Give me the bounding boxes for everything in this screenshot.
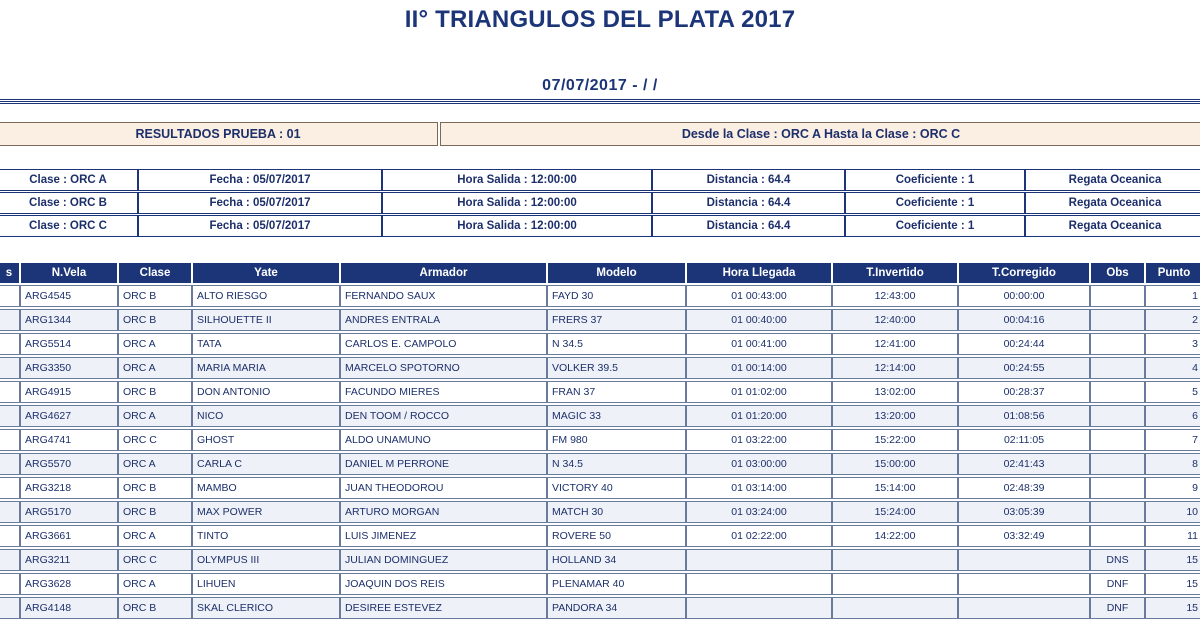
- col-s-cell: [0, 357, 20, 379]
- col-obs-cell: [1090, 333, 1145, 355]
- col-modelo-cell: VICTORY 40: [547, 477, 686, 499]
- col-puntos-cell: 4: [1145, 357, 1200, 379]
- class-info-tipo: Regata Oceanica: [1025, 169, 1200, 191]
- col-n-vela-header: N.Vela: [20, 262, 118, 284]
- col-clase-cell: ORC B: [118, 309, 192, 331]
- col-yate-cell: MAMBO: [192, 477, 340, 499]
- col-yate-cell: CARLA C: [192, 453, 340, 475]
- col-s-cell: [0, 573, 20, 595]
- col-n-vela-cell: ARG1344: [20, 309, 118, 331]
- col-n-vela-cell: ARG4627: [20, 405, 118, 427]
- class-info-fecha: Fecha : 05/07/2017: [138, 215, 382, 237]
- col-t-invertido-cell: 12:40:00: [832, 309, 958, 331]
- class-info-tipo: Regata Oceanica: [1025, 192, 1200, 214]
- col-puntos-cell: 8: [1145, 453, 1200, 475]
- col-modelo-cell: FRAN 37: [547, 381, 686, 403]
- col-t-invertido-cell: 12:41:00: [832, 333, 958, 355]
- class-info-row: [0, 192, 1200, 214]
- col-modelo-cell: MATCH 30: [547, 501, 686, 523]
- col-n-vela-cell: ARG4545: [20, 285, 118, 307]
- col-t-invertido-cell: 15:14:00: [832, 477, 958, 499]
- col-modelo-cell: FRERS 37: [547, 309, 686, 331]
- col-n-vela-cell: ARG4741: [20, 429, 118, 451]
- col-t-invertido-cell: 13:20:00: [832, 405, 958, 427]
- col-armador-cell: FACUNDO MIERES: [340, 381, 547, 403]
- col-hora-llegada-cell: [686, 573, 832, 595]
- results-class-range-label: Desde la Clase : ORC A Hasta la Clase : ORC C: [440, 122, 1200, 146]
- col-obs-cell: DNF: [1090, 597, 1145, 619]
- col-n-vela-cell: ARG4148: [20, 597, 118, 619]
- class-info-hora-salida: Hora Salida : 12:00:00: [382, 215, 652, 237]
- col-puntos-cell: 6: [1145, 405, 1200, 427]
- col-hora-llegada-cell: 01 00:40:00: [686, 309, 832, 331]
- table-row: [0, 501, 1200, 525]
- col-t-corregido-cell: 02:48:39: [958, 477, 1090, 499]
- col-armador-cell: DEN TOOM / ROCCO: [340, 405, 547, 427]
- col-yate-cell: LIHUEN: [192, 573, 340, 595]
- col-s-header: s: [0, 262, 20, 284]
- col-t-invertido-header: T.Invertido: [832, 262, 958, 284]
- col-n-vela-cell: ARG3628: [20, 573, 118, 595]
- table-header-row: [0, 262, 1200, 286]
- col-hora-llegada-cell: [686, 549, 832, 571]
- col-t-corregido-cell: [958, 549, 1090, 571]
- col-t-corregido-cell: 00:24:55: [958, 357, 1090, 379]
- col-armador-cell: LUIS JIMENEZ: [340, 525, 547, 547]
- table-row: [0, 333, 1200, 357]
- col-clase-cell: ORC C: [118, 429, 192, 451]
- class-info-clase: Clase : ORC B: [0, 192, 138, 214]
- class-info-hora-salida: Hora Salida : 12:00:00: [382, 169, 652, 191]
- col-clase-header: Clase: [118, 262, 192, 284]
- table-row: [0, 477, 1200, 501]
- col-puntos-cell: 3: [1145, 333, 1200, 355]
- class-info-distancia: Distancia : 64.4: [652, 169, 845, 191]
- col-hora-llegada-cell: 01 00:14:00: [686, 357, 832, 379]
- col-t-invertido-cell: 12:43:00: [832, 285, 958, 307]
- col-s-cell: [0, 381, 20, 403]
- col-modelo-cell: ROVERE 50: [547, 525, 686, 547]
- col-armador-cell: JUAN THEODOROU: [340, 477, 547, 499]
- col-armador-cell: JULIAN DOMINGUEZ: [340, 549, 547, 571]
- col-modelo-cell: MAGIC 33: [547, 405, 686, 427]
- table-row: [0, 573, 1200, 597]
- col-yate-cell: TATA: [192, 333, 340, 355]
- col-n-vela-cell: ARG5570: [20, 453, 118, 475]
- col-n-vela-cell: ARG5170: [20, 501, 118, 523]
- col-t-invertido-cell: [832, 573, 958, 595]
- col-obs-cell: [1090, 309, 1145, 331]
- col-yate-cell: ALTO RIESGO: [192, 285, 340, 307]
- col-obs-cell: DNS: [1090, 549, 1145, 571]
- col-clase-cell: ORC B: [118, 381, 192, 403]
- col-n-vela-cell: ARG4915: [20, 381, 118, 403]
- col-s-cell: [0, 453, 20, 475]
- col-yate-cell: SILHOUETTE II: [192, 309, 340, 331]
- col-obs-cell: [1090, 477, 1145, 499]
- class-info-row: [0, 169, 1200, 191]
- col-hora-llegada-cell: 01 00:43:00: [686, 285, 832, 307]
- col-obs-cell: [1090, 285, 1145, 307]
- col-obs-cell: [1090, 429, 1145, 451]
- col-modelo-cell: PLENAMAR 40: [547, 573, 686, 595]
- col-t-invertido-cell: [832, 549, 958, 571]
- col-puntos-cell: 15: [1145, 597, 1200, 619]
- col-n-vela-cell: ARG3661: [20, 525, 118, 547]
- col-t-invertido-cell: 14:22:00: [832, 525, 958, 547]
- table-row: [0, 597, 1200, 621]
- class-info-distancia: Distancia : 64.4: [652, 215, 845, 237]
- col-s-cell: [0, 501, 20, 523]
- col-yate-header: Yate: [192, 262, 340, 284]
- col-t-invertido-cell: 12:14:00: [832, 357, 958, 379]
- class-info-coeficiente: Coeficiente : 1: [845, 169, 1025, 191]
- col-hora-llegada-header: Hora Llegada: [686, 262, 832, 284]
- col-clase-cell: ORC A: [118, 357, 192, 379]
- col-clase-cell: ORC A: [118, 573, 192, 595]
- col-puntos-cell: 2: [1145, 309, 1200, 331]
- col-puntos-cell: 7: [1145, 429, 1200, 451]
- page-title: II° TRIANGULOS DEL PLATA 2017: [404, 6, 796, 33]
- class-info-clase: Clase : ORC C: [0, 215, 138, 237]
- col-t-corregido-cell: 01:08:56: [958, 405, 1090, 427]
- col-clase-cell: ORC A: [118, 333, 192, 355]
- results-prueba-label: RESULTADOS PRUEBA : 01: [0, 122, 438, 146]
- col-modelo-cell: HOLLAND 34: [547, 549, 686, 571]
- col-puntos-cell: 5: [1145, 381, 1200, 403]
- col-hora-llegada-cell: 01 00:41:00: [686, 333, 832, 355]
- col-t-corregido-cell: 03:32:49: [958, 525, 1090, 547]
- col-hora-llegada-cell: 01 03:00:00: [686, 453, 832, 475]
- col-clase-cell: ORC B: [118, 597, 192, 619]
- col-s-cell: [0, 549, 20, 571]
- col-s-cell: [0, 597, 20, 619]
- table-row: [0, 309, 1200, 333]
- col-yate-cell: NICO: [192, 405, 340, 427]
- col-armador-cell: ALDO UNAMUNO: [340, 429, 547, 451]
- table-row: [0, 453, 1200, 477]
- col-armador-cell: JOAQUIN DOS REIS: [340, 573, 547, 595]
- col-t-corregido-cell: [958, 597, 1090, 619]
- col-s-cell: [0, 309, 20, 331]
- col-hora-llegada-cell: 01 01:02:00: [686, 381, 832, 403]
- col-obs-header: Obs: [1090, 262, 1145, 284]
- results-bar: [0, 122, 1200, 148]
- col-puntos-cell: 15: [1145, 573, 1200, 595]
- class-info-hora-salida: Hora Salida : 12:00:00: [382, 192, 652, 214]
- col-t-corregido-cell: 02:11:05: [958, 429, 1090, 451]
- col-obs-cell: [1090, 525, 1145, 547]
- col-n-vela-cell: ARG5514: [20, 333, 118, 355]
- col-clase-cell: ORC B: [118, 477, 192, 499]
- page-date: 07/07/2017 - / /: [542, 77, 658, 94]
- col-hora-llegada-cell: 01 01:20:00: [686, 405, 832, 427]
- col-t-corregido-cell: 00:00:00: [958, 285, 1090, 307]
- col-t-corregido-cell: 00:24:44: [958, 333, 1090, 355]
- col-hora-llegada-cell: 01 03:22:00: [686, 429, 832, 451]
- col-t-corregido-cell: 00:28:37: [958, 381, 1090, 403]
- col-obs-cell: [1090, 405, 1145, 427]
- col-obs-cell: [1090, 501, 1145, 523]
- col-modelo-cell: N 34.5: [547, 453, 686, 475]
- col-armador-header: Armador: [340, 262, 547, 284]
- col-obs-cell: [1090, 453, 1145, 475]
- col-hora-llegada-cell: 01 03:14:00: [686, 477, 832, 499]
- col-t-invertido-cell: 15:00:00: [832, 453, 958, 475]
- col-clase-cell: ORC A: [118, 453, 192, 475]
- col-armador-cell: MARCELO SPOTORNO: [340, 357, 547, 379]
- col-clase-cell: ORC C: [118, 549, 192, 571]
- col-t-invertido-cell: [832, 597, 958, 619]
- col-clase-cell: ORC B: [118, 501, 192, 523]
- col-armador-cell: CARLOS E. CAMPOLO: [340, 333, 547, 355]
- table-row: [0, 429, 1200, 453]
- col-s-cell: [0, 477, 20, 499]
- col-t-corregido-cell: 02:41:43: [958, 453, 1090, 475]
- col-puntos-header: Punto: [1145, 262, 1200, 284]
- col-t-invertido-cell: 13:02:00: [832, 381, 958, 403]
- col-modelo-cell: PANDORA 34: [547, 597, 686, 619]
- col-yate-cell: GHOST: [192, 429, 340, 451]
- col-yate-cell: MARIA MARIA: [192, 357, 340, 379]
- col-obs-cell: DNF: [1090, 573, 1145, 595]
- col-armador-cell: DANIEL M PERRONE: [340, 453, 547, 475]
- col-puntos-cell: 1: [1145, 285, 1200, 307]
- class-info-fecha: Fecha : 05/07/2017: [138, 192, 382, 214]
- col-t-corregido-header: T.Corregido: [958, 262, 1090, 284]
- col-modelo-cell: VOLKER 39.5: [547, 357, 686, 379]
- col-armador-cell: DESIREE ESTEVEZ: [340, 597, 547, 619]
- col-s-cell: [0, 405, 20, 427]
- col-s-cell: [0, 285, 20, 307]
- col-puntos-cell: 15: [1145, 549, 1200, 571]
- col-t-invertido-cell: 15:24:00: [832, 501, 958, 523]
- col-obs-cell: [1090, 381, 1145, 403]
- col-armador-cell: ARTURO MORGAN: [340, 501, 547, 523]
- class-info-clase: Clase : ORC A: [0, 169, 138, 191]
- table-row: [0, 285, 1200, 309]
- col-hora-llegada-cell: [686, 597, 832, 619]
- col-t-corregido-cell: [958, 573, 1090, 595]
- col-n-vela-cell: ARG3211: [20, 549, 118, 571]
- col-clase-cell: ORC A: [118, 525, 192, 547]
- col-modelo-cell: FM 980: [547, 429, 686, 451]
- col-puntos-cell: 11: [1145, 525, 1200, 547]
- class-info-fecha: Fecha : 05/07/2017: [138, 169, 382, 191]
- col-modelo-header: Modelo: [547, 262, 686, 284]
- divider: [0, 101, 1200, 104]
- col-s-cell: [0, 333, 20, 355]
- col-t-corregido-cell: 00:04:16: [958, 309, 1090, 331]
- table-row: [0, 405, 1200, 429]
- col-puntos-cell: 10: [1145, 501, 1200, 523]
- col-modelo-cell: FAYD 30: [547, 285, 686, 307]
- col-yate-cell: DON ANTONIO: [192, 381, 340, 403]
- col-puntos-cell: 9: [1145, 477, 1200, 499]
- col-yate-cell: TINTO: [192, 525, 340, 547]
- col-clase-cell: ORC B: [118, 285, 192, 307]
- col-s-cell: [0, 429, 20, 451]
- class-info-coeficiente: Coeficiente : 1: [845, 192, 1025, 214]
- col-yate-cell: MAX POWER: [192, 501, 340, 523]
- col-clase-cell: ORC A: [118, 405, 192, 427]
- col-t-corregido-cell: 03:05:39: [958, 501, 1090, 523]
- table-row: [0, 357, 1200, 381]
- col-yate-cell: OLYMPUS III: [192, 549, 340, 571]
- col-n-vela-cell: ARG3218: [20, 477, 118, 499]
- col-s-cell: [0, 525, 20, 547]
- class-info-coeficiente: Coeficiente : 1: [845, 215, 1025, 237]
- col-hora-llegada-cell: 01 02:22:00: [686, 525, 832, 547]
- col-armador-cell: FERNANDO SAUX: [340, 285, 547, 307]
- col-hora-llegada-cell: 01 03:24:00: [686, 501, 832, 523]
- col-obs-cell: [1090, 357, 1145, 379]
- class-info-row: [0, 215, 1200, 237]
- col-t-invertido-cell: 15:22:00: [832, 429, 958, 451]
- class-info-tipo: Regata Oceanica: [1025, 215, 1200, 237]
- table-row: [0, 381, 1200, 405]
- col-n-vela-cell: ARG3350: [20, 357, 118, 379]
- table-row: [0, 525, 1200, 549]
- class-info-distancia: Distancia : 64.4: [652, 192, 845, 214]
- col-modelo-cell: N 34.5: [547, 333, 686, 355]
- table-row: [0, 549, 1200, 573]
- col-yate-cell: SKAL CLERICO: [192, 597, 340, 619]
- col-armador-cell: ANDRES ENTRALA: [340, 309, 547, 331]
